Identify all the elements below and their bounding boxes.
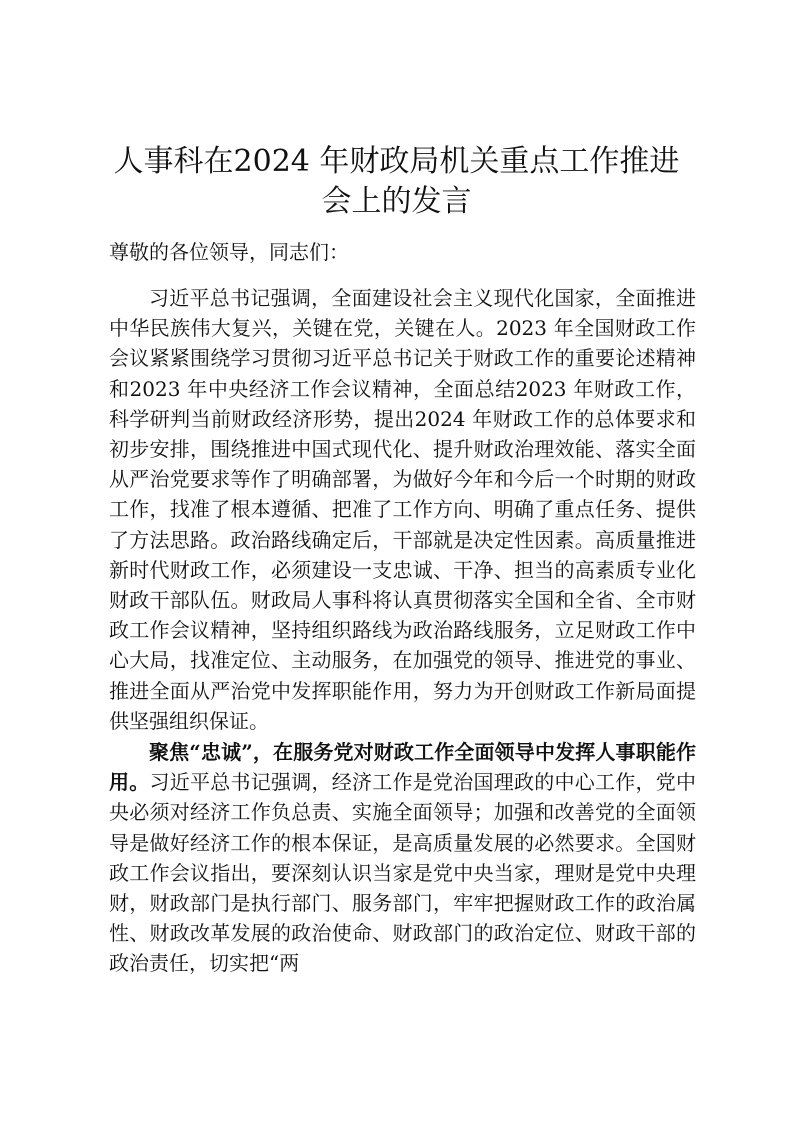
paragraph-intro [109,283,696,736]
section-heading-lead: 聚焦“忠诚”，在服务党对财政工作全面领导中发挥人事职能作用。 [109,740,696,795]
salutation: 尊敬的各位领导，同志们： [109,240,349,264]
document-title: 人事科在2024 年财政局机关重点工作推进会上的发言 [113,144,680,219]
paragraph-loyalty-section [109,737,696,979]
paragraph-text: 习近平总书记强调，全面建设社会主义现代化国家，全面推进中华民族伟大复兴，关键在党，关键在人。2023 年全国财政工作会议紧紧围绕学习贯彻习近平总书记关于财政工作的重要论述精神和2023 年中央经济工作会议精神，全面总结2023 年财政工作，科学研判当前财政经济形势，提出2024 年财政工作的总体要求和初步安排，围绕推进中国式现代化、提升财政治理效能、落实全面从严治党要求等作了明确部署，为做好今年和今后一个时期的财政工作，找准了根本遵循、把准了工作方向、明确了重点任务、提供了方法思路。政治路线确定后，干部就是决定性因素。高质量推进新时代财政工作，必须建设一支忠诚、干净、担当的高素质专业化财政干部队伍。财政局人事科将认真贯彻落实全国和全省、全市财政工作会议精神，坚持组织路线为政治路线服务，立足财政工作中心大局，找准定位、主动服务，在加强党的领导、推进党的事业、推进全面从严治党中发挥职能作用，努力为开创财政工作新局面提供坚强组织保证。 [109,286,696,733]
paragraph-text: 习近平总书记强调，经济工作是党治国理政的中心工作，党中央必须对经济工作负总责、实施全面领导；加强和改善党的全面领导是做好经济工作的根本保证，是高质量发展的必然要求。全国财政工作会议指出，要深刻认识当家是党中央当家，理财是党中央理财，财政部门是执行部门、服务部门，牢牢把握财政工作的政治属性、财政改革发展的政治使命、财政部门的政治定位、财政干部的政治责任，切实把“两 [109,770,696,976]
